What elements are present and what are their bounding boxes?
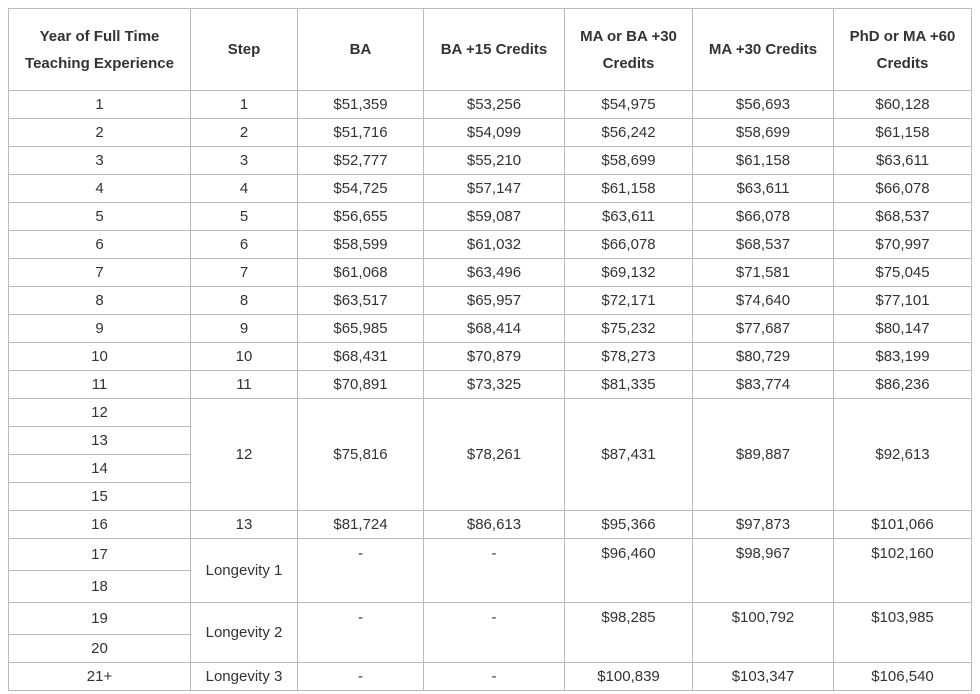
ma30-cell: $83,774: [693, 371, 834, 399]
step-cell: 13: [191, 511, 298, 539]
table-row: [9, 603, 972, 635]
ma30-cell: $71,581: [693, 259, 834, 287]
ba15-cell: $73,325: [424, 371, 565, 399]
header-ba15: BA +15 Credits: [424, 9, 565, 91]
year-cell: 6: [9, 231, 191, 259]
header-ma: MA or BA +30 Credits: [565, 9, 693, 91]
ma30-cell: $80,729: [693, 343, 834, 371]
ba15-cell: -: [424, 603, 565, 663]
phd-cell: $92,613: [834, 399, 972, 511]
phd-cell: $68,537: [834, 203, 972, 231]
phd-cell: $63,611: [834, 147, 972, 175]
ba-cell: -: [298, 663, 424, 691]
year-cell: 8: [9, 287, 191, 315]
header-row: [9, 9, 972, 91]
table-row: [9, 663, 972, 691]
ba15-cell: -: [424, 539, 565, 603]
ma30-cell: $97,873: [693, 511, 834, 539]
year-cell: 16: [9, 511, 191, 539]
step-cell: 1: [191, 91, 298, 119]
ba15-cell: -: [424, 663, 565, 691]
ba-cell: -: [298, 539, 424, 603]
ma30-cell: $61,158: [693, 147, 834, 175]
table-row: [9, 343, 972, 371]
phd-cell: $83,199: [834, 343, 972, 371]
table-row: [9, 259, 972, 287]
year-cell: 9: [9, 315, 191, 343]
phd-cell: $86,236: [834, 371, 972, 399]
year-cell: 3: [9, 147, 191, 175]
step-cell: 2: [191, 119, 298, 147]
table-row: [9, 91, 972, 119]
ba15-cell: $63,496: [424, 259, 565, 287]
step-cell: Longevity 3: [191, 663, 298, 691]
year-cell: 11: [9, 371, 191, 399]
ma-cell: $69,132: [565, 259, 693, 287]
step-cell: 5: [191, 203, 298, 231]
ma30-cell: $66,078: [693, 203, 834, 231]
ma30-cell: $89,887: [693, 399, 834, 511]
ma30-cell: $98,967: [693, 539, 834, 603]
table-row: [9, 399, 972, 427]
ba15-cell: $65,957: [424, 287, 565, 315]
table-row: [9, 175, 972, 203]
table-row: [9, 315, 972, 343]
table-row: [9, 511, 972, 539]
ma30-cell: $74,640: [693, 287, 834, 315]
step-cell: 10: [191, 343, 298, 371]
ma30-cell: $58,699: [693, 119, 834, 147]
ma30-cell: $77,687: [693, 315, 834, 343]
phd-cell: $61,158: [834, 119, 972, 147]
ba-cell: $54,725: [298, 175, 424, 203]
ba15-cell: $54,099: [424, 119, 565, 147]
ba-cell: $61,068: [298, 259, 424, 287]
phd-cell: $102,160: [834, 539, 972, 603]
year-cell: 17: [9, 539, 191, 571]
ba-cell: $56,655: [298, 203, 424, 231]
year-cell: 4: [9, 175, 191, 203]
phd-cell: $101,066: [834, 511, 972, 539]
ba15-cell: $59,087: [424, 203, 565, 231]
ba15-cell: $86,613: [424, 511, 565, 539]
ma-cell: $66,078: [565, 231, 693, 259]
phd-cell: $70,997: [834, 231, 972, 259]
ma-cell: $100,839: [565, 663, 693, 691]
step-cell: 9: [191, 315, 298, 343]
ba-cell: $68,431: [298, 343, 424, 371]
year-cell: 13: [9, 427, 191, 455]
step-cell: 8: [191, 287, 298, 315]
step-cell: 12: [191, 399, 298, 511]
year-cell: 15: [9, 483, 191, 511]
ba-cell: $65,985: [298, 315, 424, 343]
year-cell: 2: [9, 119, 191, 147]
ba-cell: $81,724: [298, 511, 424, 539]
phd-cell: $66,078: [834, 175, 972, 203]
ma-cell: $61,158: [565, 175, 693, 203]
header-ba: BA: [298, 9, 424, 91]
ma-cell: $54,975: [565, 91, 693, 119]
year-cell: 7: [9, 259, 191, 287]
year-cell: 21+: [9, 663, 191, 691]
ma-cell: $63,611: [565, 203, 693, 231]
year-cell: 5: [9, 203, 191, 231]
ma-cell: $81,335: [565, 371, 693, 399]
year-cell: 12: [9, 399, 191, 427]
step-cell: Longevity 2: [191, 603, 298, 663]
ba15-cell: $78,261: [424, 399, 565, 511]
ba15-cell: $61,032: [424, 231, 565, 259]
year-cell: 18: [9, 571, 191, 603]
header-step: Step: [191, 9, 298, 91]
phd-cell: $103,985: [834, 603, 972, 663]
table-row: [9, 539, 972, 571]
table-row: [9, 203, 972, 231]
ma30-cell: $68,537: [693, 231, 834, 259]
ma-cell: $58,699: [565, 147, 693, 175]
year-cell: 14: [9, 455, 191, 483]
ma-cell: $95,366: [565, 511, 693, 539]
ba-cell: $63,517: [298, 287, 424, 315]
header-phd: PhD or MA +60 Credits: [834, 9, 972, 91]
ba-cell: -: [298, 603, 424, 663]
table-row: [9, 147, 972, 175]
ma-cell: $78,273: [565, 343, 693, 371]
ma-cell: $98,285: [565, 603, 693, 663]
ma-cell: $72,171: [565, 287, 693, 315]
table-row: [9, 371, 972, 399]
step-cell: 3: [191, 147, 298, 175]
year-cell: 10: [9, 343, 191, 371]
year-cell: 19: [9, 603, 191, 635]
ba15-cell: $57,147: [424, 175, 565, 203]
step-cell: 4: [191, 175, 298, 203]
ba-cell: $75,816: [298, 399, 424, 511]
year-cell: 20: [9, 635, 191, 663]
table-row: [9, 287, 972, 315]
ma30-cell: $56,693: [693, 91, 834, 119]
ma-cell: $56,242: [565, 119, 693, 147]
ma30-cell: $63,611: [693, 175, 834, 203]
step-cell: 6: [191, 231, 298, 259]
ma-cell: $87,431: [565, 399, 693, 511]
header-ma30: MA +30 Credits: [693, 9, 834, 91]
ma30-cell: $100,792: [693, 603, 834, 663]
step-cell: Longevity 1: [191, 539, 298, 603]
ba15-cell: $70,879: [424, 343, 565, 371]
step-cell: 11: [191, 371, 298, 399]
ba-cell: $58,599: [298, 231, 424, 259]
header-year: Year of Full Time Teaching Experience: [9, 9, 191, 91]
ma30-cell: $103,347: [693, 663, 834, 691]
ba-cell: $52,777: [298, 147, 424, 175]
year-cell: 1: [9, 91, 191, 119]
step-cell: 7: [191, 259, 298, 287]
table-row: [9, 119, 972, 147]
salary-table: [8, 8, 972, 691]
phd-cell: $75,045: [834, 259, 972, 287]
ma-cell: $96,460: [565, 539, 693, 603]
ba15-cell: $53,256: [424, 91, 565, 119]
table-row: [9, 231, 972, 259]
ma-cell: $75,232: [565, 315, 693, 343]
phd-cell: $80,147: [834, 315, 972, 343]
ba15-cell: $68,414: [424, 315, 565, 343]
phd-cell: $77,101: [834, 287, 972, 315]
ba-cell: $70,891: [298, 371, 424, 399]
phd-cell: $60,128: [834, 91, 972, 119]
ba15-cell: $55,210: [424, 147, 565, 175]
ba-cell: $51,359: [298, 91, 424, 119]
ba-cell: $51,716: [298, 119, 424, 147]
phd-cell: $106,540: [834, 663, 972, 691]
